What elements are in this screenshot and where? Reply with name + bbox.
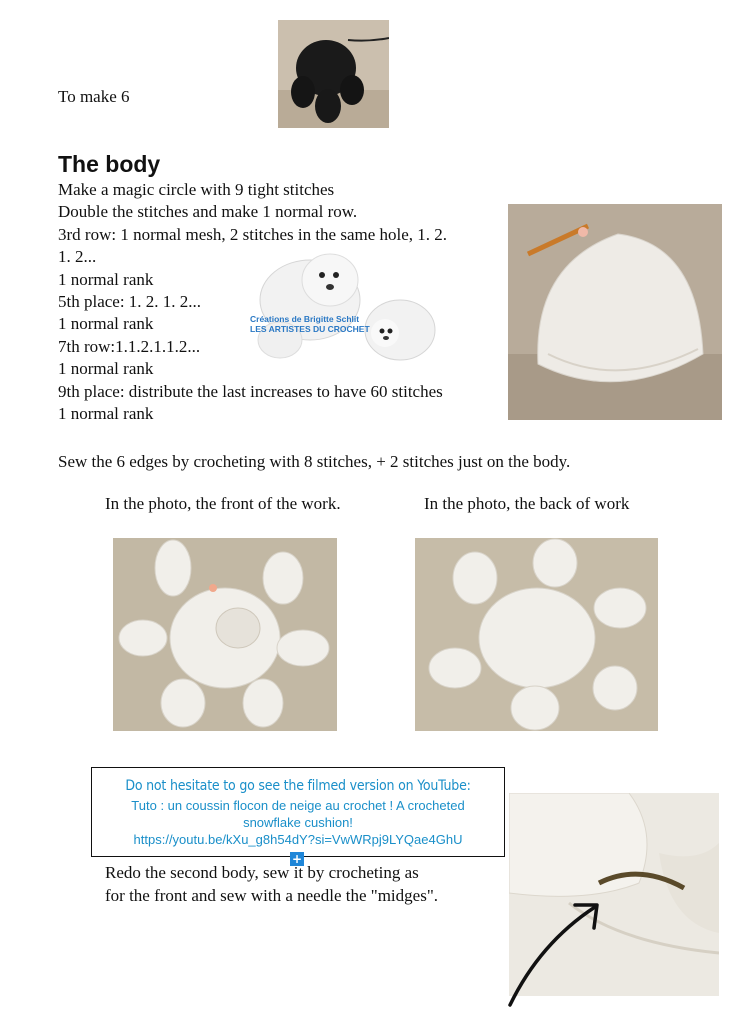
step-line: 5th place: 1. 2. 1. 2... bbox=[58, 292, 202, 312]
body-heading: The body bbox=[58, 151, 161, 177]
youtube-video-title[interactable]: Tuto : un coussin flocon de neige au crochet ! A crocheted snowflake cushion! bbox=[131, 798, 465, 830]
step-line: 1. 2... bbox=[58, 247, 97, 267]
step-line: 1 normal rank bbox=[58, 269, 154, 289]
plus-icon[interactable]: + bbox=[291, 852, 303, 866]
youtube-heading: Do not hesitate to go see the filmed version on YouTube: bbox=[125, 778, 471, 794]
step-line: Make a magic circle with 9 tight stitches bbox=[58, 180, 335, 199]
step-line: 3rd row: 1 normal mesh, 2 stitches in the same hole, 1. 2. bbox=[58, 224, 448, 244]
watermark-dogs-logo bbox=[250, 245, 440, 365]
final-instruction-line-2: for the front and sew with a needle the "midges". bbox=[105, 886, 439, 905]
black-crochet-piece-photo bbox=[278, 20, 389, 128]
step-line: 7th row:1.1.2.1.1.2... bbox=[58, 336, 201, 356]
step-line: 1 normal rank bbox=[58, 359, 154, 379]
watermark-text bbox=[250, 314, 370, 334]
front-work-photo bbox=[113, 538, 337, 731]
pointer-arrow-icon bbox=[500, 893, 610, 1013]
youtube-info-box bbox=[91, 767, 505, 857]
white-dome-crochet-photo bbox=[508, 204, 722, 420]
make-count-text: To make 6 bbox=[58, 87, 130, 106]
step-line: 9th place: distribute the last increases to have 60 stitches bbox=[58, 381, 443, 401]
sew-instruction-text: Sew the 6 edges by crocheting with 8 stitches, + 2 stitches just on the body. bbox=[58, 452, 571, 471]
watermark-line-1: Créations de Brigitte Schlit bbox=[250, 314, 360, 324]
step-line: Double the stitches and make 1 normal row. bbox=[58, 202, 358, 222]
youtube-url-link[interactable]: https://youtu.be/kXu_g8h54dY?si=VwWRpj9LYQae4GhU bbox=[133, 832, 463, 847]
back-work-photo bbox=[415, 538, 658, 731]
final-instruction-line-1: Redo the second body, sew it by crocheting as bbox=[105, 863, 419, 882]
front-caption: In the photo, the front of the work. bbox=[105, 494, 341, 513]
watermark-line-2: LES ARTISTES DU CROCHET bbox=[250, 324, 370, 334]
step-line: 1 normal rank bbox=[58, 314, 154, 334]
step-line: 1 normal rank bbox=[58, 404, 154, 424]
back-caption: In the photo, the back of work bbox=[424, 494, 630, 513]
